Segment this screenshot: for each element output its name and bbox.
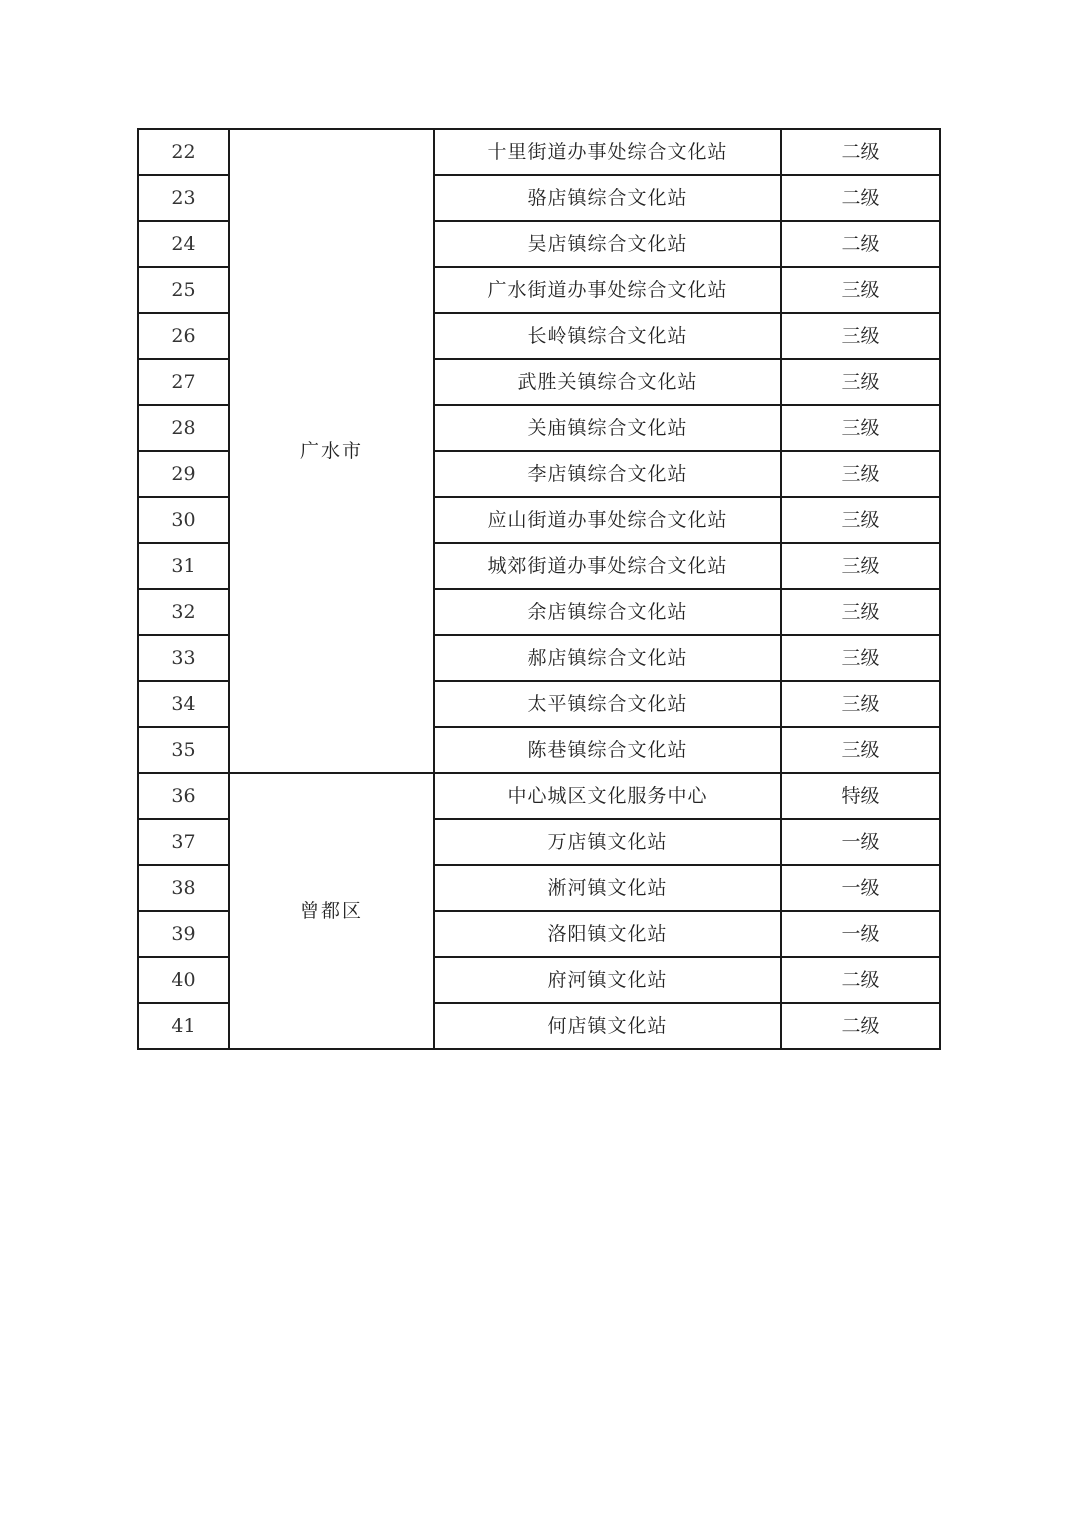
station-name-cell: 应山街道办事处综合文化站	[434, 497, 781, 543]
row-number-cell: 28	[138, 405, 229, 451]
station-level-cell: 三级	[781, 359, 940, 405]
station-name-cell: 十里街道办事处综合文化站	[434, 129, 781, 175]
station-name-cell: 武胜关镇综合文化站	[434, 359, 781, 405]
station-level-cell: 二级	[781, 1003, 940, 1049]
row-number-cell: 30	[138, 497, 229, 543]
table-row	[138, 773, 940, 819]
station-level-cell: 三级	[781, 635, 940, 681]
station-name-cell: 何店镇文化站	[434, 1003, 781, 1049]
station-level-cell: 一级	[781, 911, 940, 957]
station-level-cell: 三级	[781, 681, 940, 727]
row-number-cell: 36	[138, 773, 229, 819]
station-name-cell: 郝店镇综合文化站	[434, 635, 781, 681]
district-cell: 广水市	[229, 129, 434, 773]
row-number-cell: 31	[138, 543, 229, 589]
station-level-cell: 三级	[781, 313, 940, 359]
station-level-cell: 一级	[781, 865, 940, 911]
station-name-cell: 骆店镇综合文化站	[434, 175, 781, 221]
station-level-cell: 二级	[781, 221, 940, 267]
station-level-cell: 一级	[781, 819, 940, 865]
station-name-cell: 府河镇文化站	[434, 957, 781, 1003]
station-level-cell: 二级	[781, 957, 940, 1003]
station-name-cell: 李店镇综合文化站	[434, 451, 781, 497]
station-name-cell: 城郊街道办事处综合文化站	[434, 543, 781, 589]
station-level-cell: 三级	[781, 589, 940, 635]
station-level-cell: 三级	[781, 451, 940, 497]
row-number-cell: 34	[138, 681, 229, 727]
district-cell: 曾都区	[229, 773, 434, 1049]
row-number-cell: 32	[138, 589, 229, 635]
station-name-cell: 关庙镇综合文化站	[434, 405, 781, 451]
station-name-cell: 广水街道办事处综合文化站	[434, 267, 781, 313]
station-name-cell: 万店镇文化站	[434, 819, 781, 865]
row-number-cell: 27	[138, 359, 229, 405]
row-number-cell: 24	[138, 221, 229, 267]
row-number-cell: 41	[138, 1003, 229, 1049]
station-name-cell: 吴店镇综合文化站	[434, 221, 781, 267]
station-name-cell: 中心城区文化服务中心	[434, 773, 781, 819]
row-number-cell: 39	[138, 911, 229, 957]
station-level-cell: 三级	[781, 727, 940, 773]
row-number-cell: 35	[138, 727, 229, 773]
station-name-cell: 长岭镇综合文化站	[434, 313, 781, 359]
station-name-cell: 洛阳镇文化站	[434, 911, 781, 957]
station-name-cell: 淅河镇文化站	[434, 865, 781, 911]
station-name-cell: 太平镇综合文化站	[434, 681, 781, 727]
table-body	[138, 129, 940, 1049]
station-level-cell: 三级	[781, 543, 940, 589]
station-level-cell: 三级	[781, 405, 940, 451]
station-level-cell: 特级	[781, 773, 940, 819]
row-number-cell: 38	[138, 865, 229, 911]
row-number-cell: 37	[138, 819, 229, 865]
station-level-cell: 二级	[781, 175, 940, 221]
row-number-cell: 26	[138, 313, 229, 359]
cultural-stations-table	[137, 128, 941, 1050]
row-number-cell: 29	[138, 451, 229, 497]
station-name-cell: 余店镇综合文化站	[434, 589, 781, 635]
table-row	[138, 129, 940, 175]
row-number-cell: 40	[138, 957, 229, 1003]
row-number-cell: 25	[138, 267, 229, 313]
row-number-cell: 33	[138, 635, 229, 681]
station-level-cell: 三级	[781, 267, 940, 313]
row-number-cell: 22	[138, 129, 229, 175]
station-name-cell: 陈巷镇综合文化站	[434, 727, 781, 773]
station-level-cell: 三级	[781, 497, 940, 543]
row-number-cell: 23	[138, 175, 229, 221]
station-level-cell: 二级	[781, 129, 940, 175]
